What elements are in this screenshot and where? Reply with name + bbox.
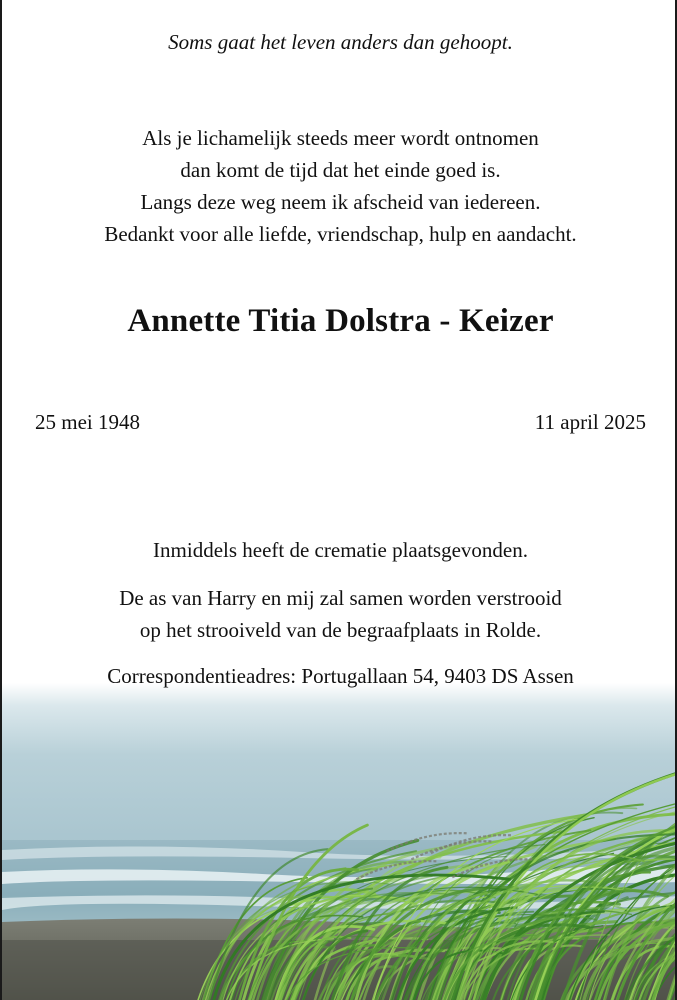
cremation-notice: Inmiddels heeft de crematie plaatsgevonden. — [153, 538, 528, 562]
poem-line: Als je lichamelijk steeds meer wordt ontnomen — [142, 126, 539, 150]
birth-date: 25 mei 1948 — [35, 410, 140, 434]
motto: Soms gaat het leven anders dan gehoopt. — [168, 30, 513, 54]
ashes-notice-line: De as van Harry en mij zal samen worden verstrooid — [119, 586, 562, 610]
poem-line: Langs deze weg neem ik afscheid van iedereen. — [140, 190, 541, 214]
poem-line: Bedankt voor alle liefde, vriendschap, hulp en aandacht. — [104, 222, 577, 246]
correspondence-address: Correspondentieadres: Portugallaan 54, 9403 DS Assen — [107, 664, 574, 688]
poem-line: dan komt de tijd dat het einde goed is. — [180, 158, 501, 182]
deceased-name: Annette Titia Dolstra - Keizer — [127, 303, 554, 339]
ashes-notice-line: op het strooiveld van de begraafplaats in Rolde. — [139, 618, 542, 642]
death-date: 11 april 2025 — [534, 410, 646, 434]
